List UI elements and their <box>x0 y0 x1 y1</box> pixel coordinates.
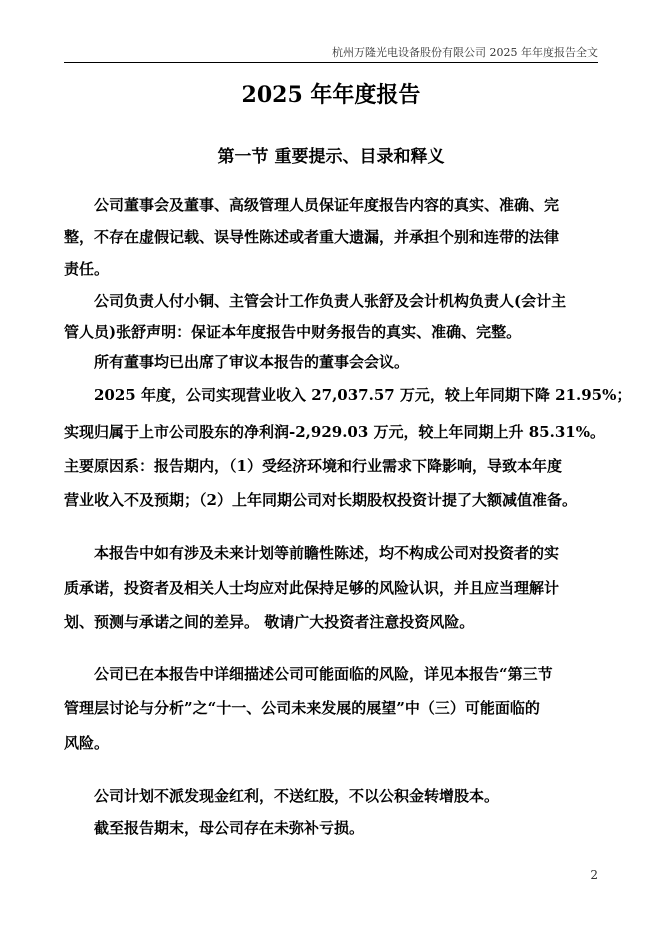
paragraph-line: 公司计划不派发现金红利，不送红股，不以公积金转增股本。 <box>94 787 500 805</box>
paragraph-line: 2025 年度，公司实现营业收入 27,037.57 万元，较上年同期下降 21.95%； <box>94 386 632 404</box>
paragraph-line: 营业收入不及预期；（2）上年同期公司对长期股权投资计提了大额减值准备。 <box>64 491 577 509</box>
paragraph-line: 质承诺，投资者及相关人士均应对此保持足够的风险认识，并且应当理解计 <box>64 579 560 597</box>
paragraph-line: 主要原因系：报告期内，（1）受经济环境和行业需求下降影响，导致本年度 <box>64 457 562 475</box>
paragraph-line: 实现归属于上市公司股东的净利润-2,929.03 万元，较上年同期上升 85.31%。 <box>64 423 605 441</box>
paragraph-line: 管人员)张舒声明：保证本年度报告中财务报告的真实、准确、完整。 <box>64 323 522 341</box>
paragraph-line: 划、预测与承诺之间的差异。 敬请广大投资者注意投资风险。 <box>64 613 475 631</box>
section-title: 第一节 重要提示、目录和释义 <box>217 147 445 167</box>
paragraph-line: 责任。 <box>64 260 110 278</box>
paragraph-line: 风险。 <box>64 734 110 752</box>
paragraph-line: 公司负责人付小铜、主管会计工作负责人张舒及会计机构负责人(会计主 <box>94 292 567 310</box>
header-divider <box>64 62 598 63</box>
paragraph-line: 公司董事会及董事、高级管理人员保证年度报告内容的真实、准确、完 <box>94 196 560 214</box>
running-header: 杭州万隆光电设备股份有限公司 2025 年年度报告全文 <box>332 46 598 59</box>
paragraph-line: 管理层讨论与分析”之“十一、公司未来发展的展望”中（三）可能面临的 <box>64 699 540 717</box>
paragraph-line: 所有董事均已出席了审议本报告的董事会会议。 <box>94 353 410 371</box>
paragraph-line: 截至报告期末，母公司存在未弥补亏损。 <box>94 819 365 837</box>
page-number: 2 <box>590 868 598 882</box>
paragraph-line: 整，不存在虚假记载、误导性陈述或者重大遗漏，并承担个别和连带的法律 <box>64 228 560 246</box>
paragraph-line: 公司已在本报告中详细描述公司可能面临的风险，详见本报告“第三节 <box>94 665 553 683</box>
report-title: 2025 年年度报告 <box>241 82 421 108</box>
paragraph-line: 本报告中如有涉及未来计划等前瞻性陈述，均不构成公司对投资者的实 <box>94 544 560 562</box>
